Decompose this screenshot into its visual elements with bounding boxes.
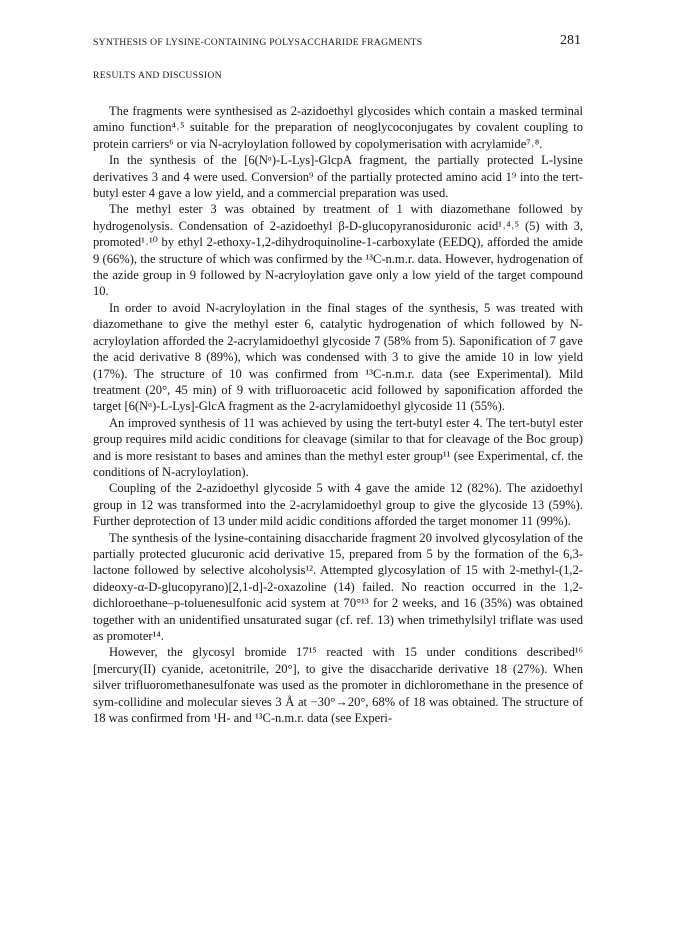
paragraph: However, the glycosyl bromide 17¹⁵ reacted with 15 under conditions described¹⁶ [mercury(II) cyanide, acetonitrile, 20°], to give the disaccharide derivative 18 (27%). When silver trifluoromethanesulfonate was used as the promoter in dichloromethane in the presence of sym-collidine and molecular sieves 3 Å at −30°→20°, 68% of 18 was obtained. The structure of 18 was confirmed from ¹H- and ¹³C-n.m.r. data (see Experi- [93, 645, 583, 726]
paragraph: The fragments were synthesised as 2-azidoethyl glycosides which contain a masked terminal amino function⁴˒⁵ suitable for the preparation of neoglycoconjugates by covalent coupling to protein carriers⁶ or via N-acryloylation followed by copolymerisation with acrylamide⁷˒⁸. [93, 104, 583, 151]
paragraph: In order to avoid N-acryloylation in the final stages of the synthesis, 5 was treated with diazomethane to give the methyl ester 6, catalytic hydrogenation of which followed by N-acryloylation afforded the 2-acrylamidoethyl glycoside 7 (58% from 5). Saponification of 7 gave the acid derivative 8 (89%), which was condensed with 3 to give the amide 10 in low yield (17%). The structure of 10 was confirmed from ¹³C-n.m.r. data (see Experimental). Mild treatment (20°, 45 min) of 9 with trifluoroacetic acid followed by saponification afforded the target [6(Nᵅ)-L-Lys]-GlcA fragment as the 2-acrylamidoethyl glycoside 11 (55%). [93, 300, 583, 414]
running-title: SYNTHESIS OF LYSINE-CONTAINING POLYSACCHARIDE FRAGMENTS [93, 37, 423, 48]
page-number: 281 [560, 33, 581, 48]
paragraph: In the synthesis of the [6(Nᵅ)-L-Lys]-GlcpA fragment, the partially protected L-lysine derivatives 3 and 4 were used. Conversion⁹ of the partially protected amino acid 1⁹ into the tert-butyl ester 4 gave a low yield, and a commercial preparation was used. [93, 153, 583, 201]
section-heading: RESULTS AND DISCUSSION [93, 70, 222, 81]
paragraph: Coupling of the 2-azidoethyl glycoside 5 with 4 gave the amide 12 (82%). The azidoethyl group in 12 was transformed into the 2-acrylamidoethyl group to give the glycoside 13 (59%). Further deprotection of 13 under mild acidic conditions afforded the target monomer 11 (99%). [93, 481, 583, 529]
body-text [93, 103, 583, 726]
paragraph: An improved synthesis of 11 was achieved by using the tert-butyl ester 4. The tert-butyl ester group requires mild acidic conditions for cleavage (similar to that for cleavage of the Boc group) and is more resistant to bases and amines than the methyl ester group¹¹ (see Experimental, cf. the conditions of N-acryloylation). [93, 415, 583, 479]
paragraph: The methyl ester 3 was obtained by treatment of 1 with diazomethane followed by hydrogenolysis. Condensation of 2-azidoethyl β-D-glucopyranosiduronic acid¹˒⁴˒⁵ (5) with 3, promoted¹˒¹⁰ by ethyl 2-ethoxy-1,2-dihydroquinoline-1-carboxylate (EEDQ), afforded the amide 9 (66%), the structure of which was confirmed by the ¹³C-n.m.r. data. However, hydrogenation of the azide group in 9 followed by N-acryloylation gave only a low yield of the target compound 10. [93, 202, 583, 299]
paragraph: The synthesis of the lysine-containing disaccharide fragment 20 involved glycosylation of the partially protected glucuronic acid derivative 15, prepared from 5 by the formation of the 6,3-lactone followed by selective alcoholysis¹². Attempted glycosylation of 15 with 2-methyl-(1,2-dideoxy-α-D-glucopyrano)[2,1-d]-2-oxazoline (14) failed. No reaction occurred in the 1,2-dichloroethane–p-toluenesulfonic acid system at 70°¹³ for 2 weeks, and 16 (35%) was obtained together with an unidentified unsaturated sugar (cf. ref. 13) when trimethylsilyl triflate was used as promoter¹⁴. [93, 530, 583, 643]
